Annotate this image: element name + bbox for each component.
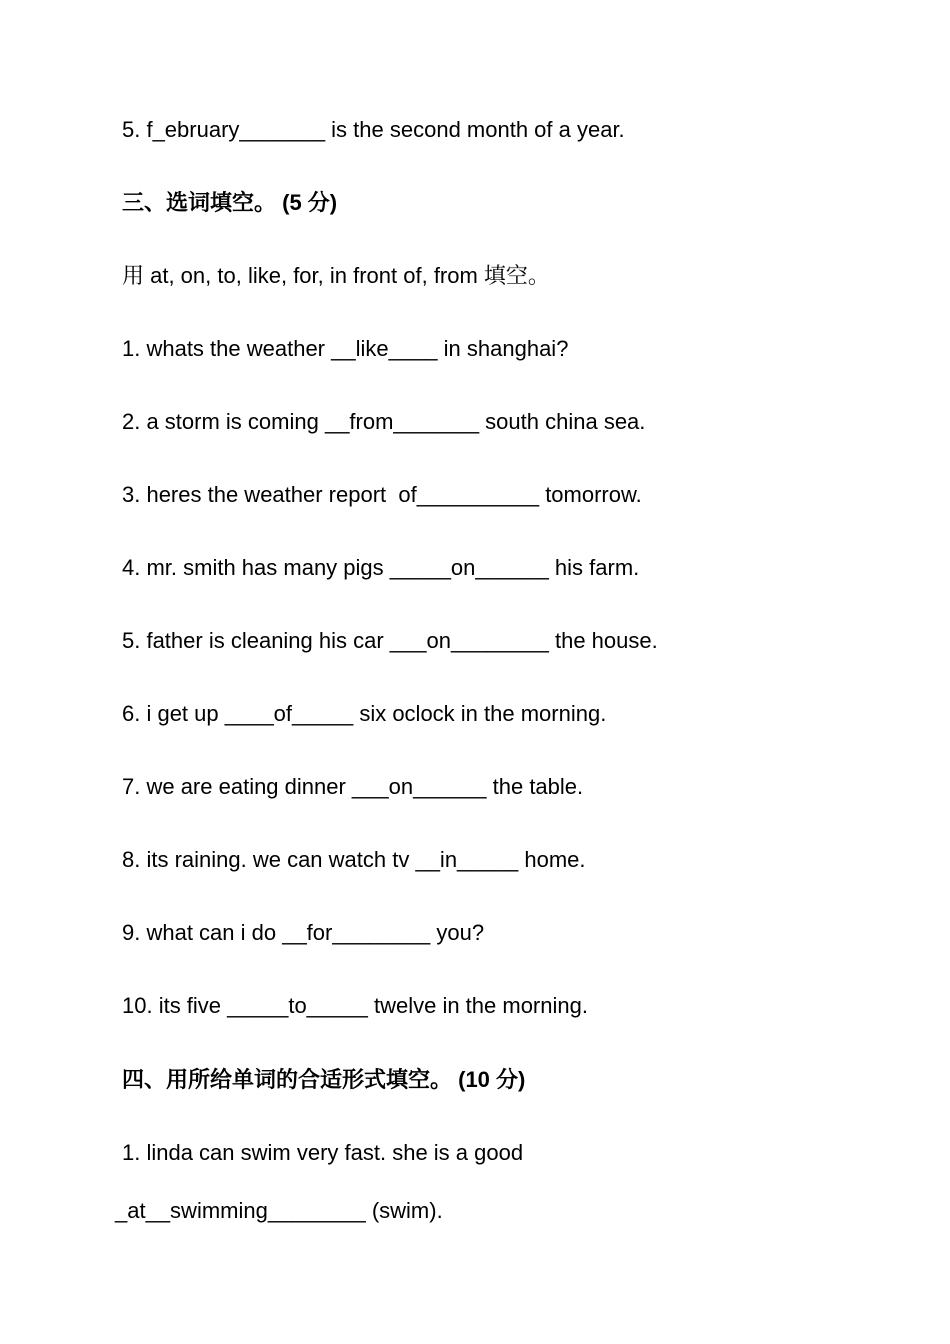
section-3-question-10: 10. its five _____to_____ twelve in the morning.: [122, 993, 588, 1018]
section-3-question-4: 4. mr. smith has many pigs _____on______ his farm.: [122, 555, 640, 580]
section-3-question-2: 2. a storm is coming __from_______ south china sea.: [122, 409, 646, 434]
question-5-part2: 5. f_ebruary_______ is the second month of a year.: [122, 117, 625, 142]
section-3-question-5: 5. father is cleaning his car ___on________ the house.: [122, 628, 658, 653]
section-3-question-1: 1. whats the weather __like____ in shanghai?: [122, 336, 569, 361]
section-3-question-7: 7. we are eating dinner ___on______ the table.: [122, 774, 584, 799]
section-3-instruction: 用 at, on, to, like, for, in front of, from 填空。: [122, 263, 550, 288]
section-3-question-6: 6. i get up ____of_____ six oclock in the morning.: [122, 701, 607, 726]
section-3-heading: 三、选词填空。 (5 分): [122, 190, 338, 215]
section-4-heading: 四、用所给单词的合适形式填空。 (10 分): [122, 1067, 526, 1092]
section-3-question-3: 3. heres the weather report of__________ tomorrow.: [122, 482, 642, 507]
section-3-question-9: 9. what can i do __for________ you?: [122, 920, 485, 945]
section-3-question-8: 8. its raining. we can watch tv __in_____ home.: [122, 847, 586, 872]
section-4-question-1: 1. linda can swim very fast. she is a good: [122, 1140, 524, 1165]
section-4-question-1-continued: _at__swimming________ (swim).: [115, 1198, 443, 1223]
